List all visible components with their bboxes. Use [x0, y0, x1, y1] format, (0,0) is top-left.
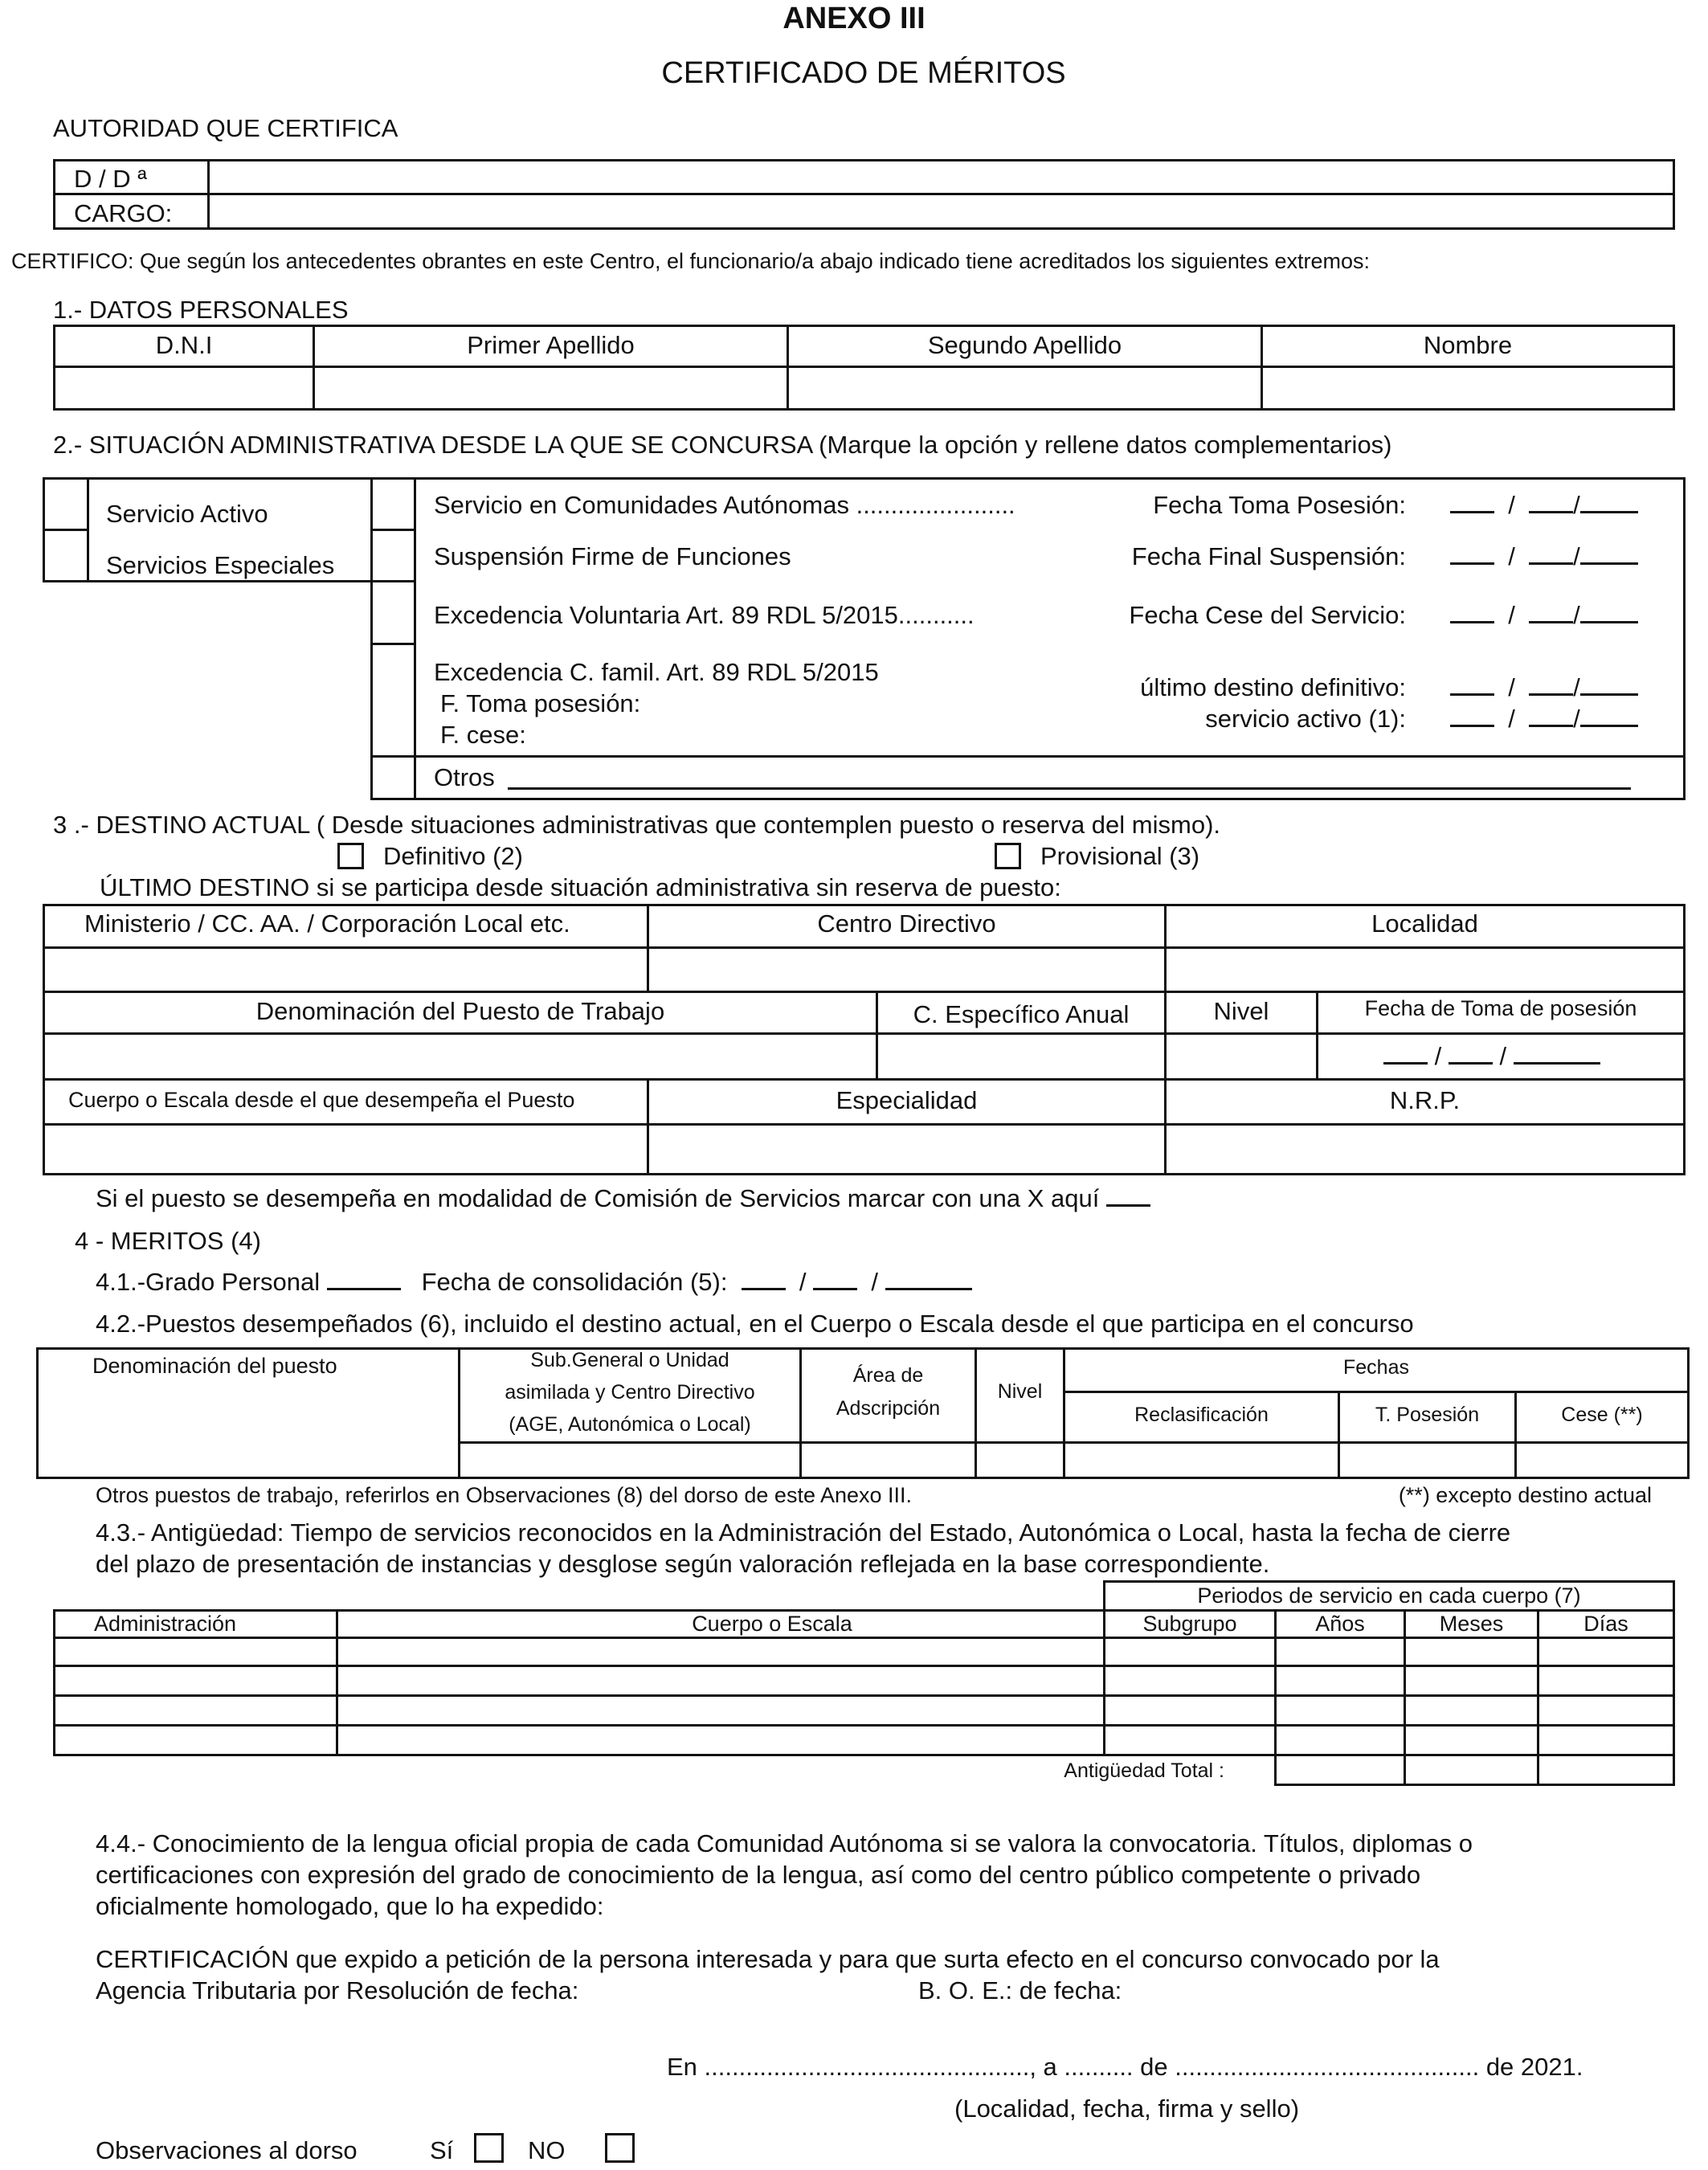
col-nombre: Nombre — [1423, 331, 1513, 359]
col-reclasificacion: Reclasificación — [1134, 1404, 1269, 1426]
col-t-posesion: T. Posesión — [1375, 1404, 1480, 1426]
col-denominacion-del-puesto: Denominación del puesto — [92, 1354, 337, 1378]
label-servicio-activo: servicio activo (1): — [1205, 705, 1406, 733]
col-denominacion-puesto: Denominación del Puesto de Trabajo — [255, 997, 665, 1025]
col-dni: D.N.I — [155, 331, 213, 359]
page-title: ANEXO III — [782, 2, 926, 35]
checkbox-servicios-especiales[interactable] — [47, 533, 85, 578]
cargo-label: CARGO: — [74, 199, 173, 227]
page-subtitle: CERTIFICADO DE MÉRITOS — [661, 56, 1066, 90]
col-nivel: Nivel — [1213, 997, 1269, 1025]
lengua-line1: 4.4.- Conocimiento de la lengua oficial propia de cada Comunidad Autónoma si se valora la convocatoria. Títulos, diplomas o — [96, 1829, 1473, 1857]
opt-servicios-especiales: Servicios Especiales — [106, 551, 335, 579]
section4-title: 4 - MERITOS (4) — [75, 1227, 261, 1255]
col-nrp: N.R.P. — [1389, 1086, 1461, 1114]
certificacion-line1: CERTIFICACIÓN que expido a petición de la persona interesada y para que surta efecto en el concurso convocado por la — [96, 1945, 1440, 1973]
date-blank-2[interactable]: / / — [1450, 542, 1638, 571]
col-primer-apellido: Primer Apellido — [467, 331, 635, 359]
puestos-text: 4.2.-Puestos desempeñados (6), incluido el destino actual, en el Cuerpo o Escala desde el que participa en el concurso — [96, 1310, 1414, 1338]
lengua-line2: certificaciones con expresión del grado de conocimiento de la lengua, así como del centro público competente o privado — [96, 1861, 1421, 1889]
label-definitivo: Definitivo (2) — [383, 842, 523, 870]
col-dias: Días — [1583, 1612, 1628, 1636]
lengua-line3: oficialmente homologado, que lo ha expedido: — [96, 1892, 604, 1920]
label-fecha-cese: Fecha Cese del Servicio: — [1129, 601, 1406, 629]
dd-field[interactable] — [212, 163, 1670, 192]
label-provisional: Provisional (3) — [1040, 842, 1200, 870]
opt-servicio-activo: Servicio Activo — [106, 500, 268, 528]
label-ultimo-destino: último destino definitivo: — [1140, 673, 1406, 701]
col-localidad: Localidad — [1371, 909, 1478, 938]
ultimo-destino-text: ÚLTIMO DESTINO si se participa desde situación administrativa sin reserva de puesto: — [100, 873, 1061, 901]
col-cese: Cese (**) — [1561, 1404, 1643, 1426]
boe-fecha: B. O. E.: de fecha: — [918, 1976, 1122, 2004]
col-subgrupo: Subgrupo — [1142, 1612, 1237, 1636]
col-especialidad: Especialidad — [836, 1086, 978, 1114]
section1-title: 1.- DATOS PERSONALES — [53, 296, 349, 324]
opt-excedencia-familiar: Excedencia C. famil. Art. 89 RDL 5/2015 — [434, 658, 879, 686]
col-meses: Meses — [1439, 1612, 1504, 1636]
antiguedad-total-label: Antigüedad Total : — [1064, 1759, 1224, 1782]
firma-label: (Localidad, fecha, firma y sello) — [954, 2094, 1300, 2123]
label-fecha-toma-posesion: Fecha Toma Posesión: — [1153, 491, 1406, 519]
date-blank-4[interactable]: / / — [1450, 673, 1638, 702]
col-subgeneral-2: asimilada y Centro Directivo — [505, 1381, 755, 1404]
grado-personal-row: 4.1.-Grado Personal Fecha de consolidación (5): / / — [96, 1268, 972, 1297]
otros-field-line — [508, 787, 1631, 790]
col-nivel-42: Nivel — [997, 1380, 1043, 1403]
label-fecha-final-suspension: Fecha Final Suspensión: — [1131, 542, 1406, 570]
cargo-field[interactable] — [212, 198, 1670, 227]
date-blank-3[interactable]: / / — [1450, 601, 1638, 630]
opt-otros: Otros — [434, 763, 495, 791]
checkbox-definitivo[interactable] — [337, 843, 364, 869]
col-area-1: Área de — [852, 1364, 924, 1387]
col-ministerio: Ministerio / CC. AA. / Corporación Local etc. — [84, 909, 570, 938]
label-f-cese: F. cese: — [440, 721, 526, 749]
section2-title: 2.- SITUACIÓN ADMINISTRATIVA DESDE LA QUE SE CONCURSA (Marque la opción y rellene datos complementarios) — [53, 431, 1392, 459]
otros-puestos-text: Otros puestos de trabajo, referirlos en Observaciones (8) del dorso de este Anexo III. — [96, 1483, 913, 1507]
checkbox-excedencia-familiar[interactable] — [374, 648, 413, 754]
col-fechas: Fechas — [1343, 1356, 1409, 1379]
antiguedad-line1: 4.3.- Antigüedad: Tiempo de servicios reconocidos en la Administración del Estado, Autonómica o Local, hasta la fecha de cierre — [96, 1518, 1511, 1547]
comision-field — [1106, 1185, 1150, 1207]
checkbox-excedencia-voluntaria[interactable] — [374, 585, 413, 641]
observaciones-label: Observaciones al dorso — [96, 2136, 358, 2164]
col-cuerpo-o-escala: Cuerpo o Escala — [692, 1612, 852, 1636]
col-segundo-apellido: Segundo Apellido — [927, 331, 1122, 359]
col-anos: Años — [1315, 1612, 1365, 1636]
checkbox-no[interactable] — [605, 2133, 635, 2163]
lugar-fecha-line: En ..............................................., a .......... de ............................................ de 2021. — [667, 2053, 1583, 2081]
col-periodos: Periodos de servicio en cada cuerpo (7) — [1197, 1584, 1581, 1608]
date-blank-toma[interactable]: / / — [1383, 1042, 1600, 1071]
col-administracion: Administración — [94, 1612, 237, 1636]
date-blank-1[interactable]: / / — [1450, 491, 1638, 520]
checkbox-si[interactable] — [474, 2133, 504, 2163]
checkbox-suspension[interactable] — [374, 533, 413, 578]
comision-text: Si el puesto se desempeña en modalidad de Comisión de Servicios marcar con una X aquí — [96, 1184, 1150, 1213]
col-subgeneral-3: (AGE, Autonómica o Local) — [509, 1413, 751, 1436]
grado-field — [327, 1269, 401, 1290]
col-fecha-toma-posesion: Fecha de Toma de posesión — [1364, 996, 1637, 1020]
autoridad-label: AUTORIDAD QUE CERTIFICA — [53, 114, 398, 142]
si-label: Sí — [430, 2136, 454, 2164]
certifico-text: CERTIFICO: Que según los antecedentes obrantes en este Centro, el funcionario/a abajo indicado tiene acreditados los siguientes extremos: — [11, 249, 1370, 273]
dd-label: D / D ª — [74, 165, 147, 193]
no-label: NO — [528, 2136, 566, 2164]
col-centro-directivo: Centro Directivo — [817, 909, 996, 938]
date-blank-5[interactable]: / / — [1450, 705, 1638, 734]
checkbox-servicio-activo[interactable] — [47, 482, 85, 527]
col-subgeneral-1: Sub.General o Unidad — [530, 1349, 729, 1371]
excepto-text: (**) excepto destino actual — [1398, 1483, 1652, 1507]
checkbox-provisional[interactable] — [995, 843, 1021, 869]
section3-title: 3 .- DESTINO ACTUAL ( Desde situaciones administrativas que contemplen puesto o reserva del mismo). — [53, 811, 1221, 839]
checkbox-otros[interactable] — [374, 760, 413, 796]
antiguedad-line2: del plazo de presentación de instancias y desglose según valoración reflejada en la base correspondiente. — [96, 1550, 1270, 1578]
certificacion-line2: Agencia Tributaria por Resolución de fecha: — [96, 1976, 579, 2004]
col-cuerpo-escala: Cuerpo o Escala desde el que desempeña el Puesto — [68, 1088, 575, 1112]
checkbox-comunidades[interactable] — [374, 482, 413, 527]
opt-suspension: Suspensión Firme de Funciones — [434, 542, 791, 570]
col-c-especifico: C. Específico Anual — [913, 1000, 1130, 1028]
opt-comunidades: Servicio en Comunidades Autónomas ....................... — [434, 491, 1015, 519]
opt-excedencia-voluntaria: Excedencia Voluntaria Art. 89 RDL 5/2015........... — [434, 601, 975, 629]
col-area-2: Adscripción — [836, 1397, 941, 1420]
label-f-toma-posesion: F. Toma posesión: — [440, 689, 641, 717]
